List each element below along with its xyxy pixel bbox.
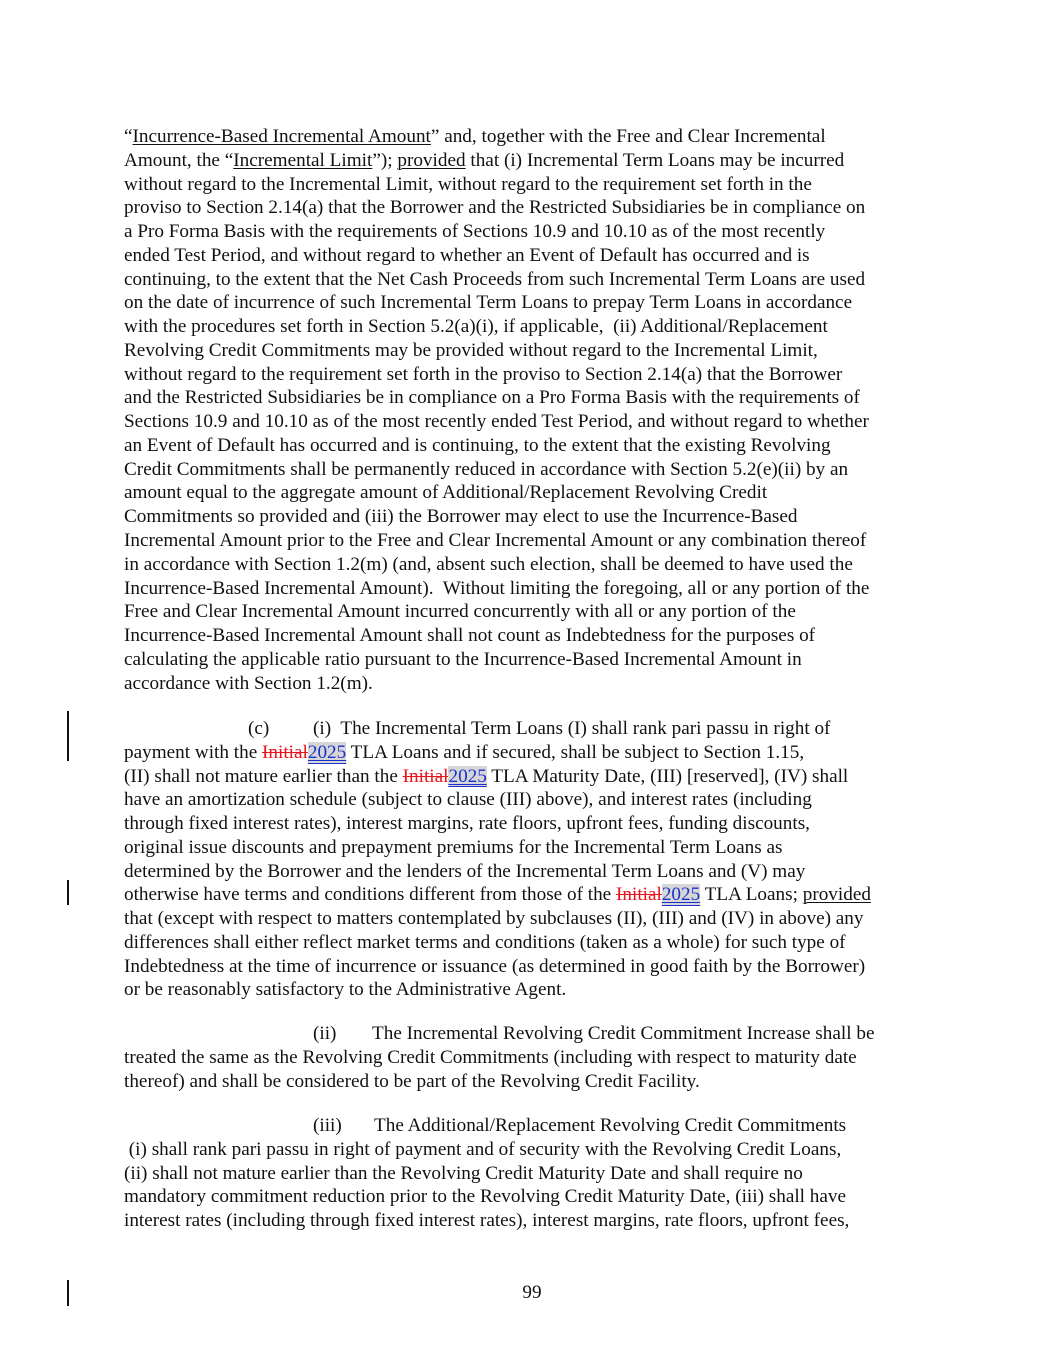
paragraph-clause-c-ii [124, 1022, 944, 1093]
text-line [124, 836, 944, 860]
text-run: or be reasonably satisfactory to the Administrative Agent. [124, 979, 567, 1001]
text-run: differences shall either reflect market terms and conditions (taken as a whole) for such type of [124, 931, 846, 953]
text-run: and the Restricted Subsidiaries be in compliance on a Pro Forma Basis with the requirements of [124, 387, 860, 409]
deleted-text: Initial [262, 741, 308, 763]
text-run: payment with the [124, 741, 263, 763]
text-run: on the date of incurrence of such Incremental Term Loans to prepay Term Loans in accordance [124, 292, 853, 314]
text-run: original issue discounts and prepayment premiums for the Incremental Term Loans as [124, 836, 783, 858]
text-run: that (except with respect to matters contemplated by subclauses (II), (III) and (IV) in above) any [124, 908, 864, 930]
text-run: proviso to Section 2.14(a) that the Borrower and the Restricted Subsidiaries be in compliance on [124, 197, 866, 219]
text-line [124, 717, 944, 741]
text-line [124, 1209, 944, 1233]
text-run: an Event of Default has occurred and is continuing, to the extent that the existing Revolving [124, 434, 831, 456]
text-run: determined by the Borrower and the lenders of the Incremental Term Loans and (V) may [124, 860, 806, 882]
text-run: in accordance with Section 1.2(m) (and, absent such election, shall be deemed to have used the [124, 553, 853, 575]
text-run: (i) shall rank pari passu in right of payment and of security with the Revolving Credit Loans, [124, 1138, 842, 1160]
text-line [124, 1138, 944, 1162]
text-line [124, 363, 944, 387]
text-run: through fixed interest rates), interest margins, rate floors, upfront fees, funding discounts, [124, 813, 810, 835]
paragraph-incremental-limit [124, 125, 944, 695]
text-run: TLA Loans; [700, 884, 803, 906]
page-number: 99 [522, 1282, 542, 1303]
text-line [124, 505, 944, 529]
text-line [124, 244, 944, 268]
text-line [124, 268, 944, 292]
deleted-text: Initial [616, 884, 662, 906]
text-run: mandatory commitment reduction prior to the Revolving Credit Maturity Date, (iii) shall have [124, 1186, 847, 1208]
paragraph-clause-c-iii [124, 1114, 944, 1233]
text-run: Incremental Amount prior to the Free and Clear Incremental Amount or any combination thereof [124, 530, 867, 552]
text-line [124, 149, 944, 173]
text-line [124, 196, 944, 220]
text-line [124, 741, 944, 765]
text-run: Revolving Credit Commitments may be provided without regard to the Incremental Limit, [124, 339, 818, 361]
text-line [124, 907, 944, 931]
text-line [124, 458, 944, 482]
text-run: interest rates (including through fixed interest rates), interest margins, rate floors, upfront fees, [124, 1210, 850, 1232]
text-line [124, 1114, 944, 1138]
text-run: ”); [372, 149, 398, 171]
clause-label: (iii) [313, 1115, 342, 1136]
text-line [124, 125, 944, 149]
text-line [124, 955, 944, 979]
text-run: ” and, together with the Free and Clear Incremental [430, 126, 826, 147]
text-line [124, 765, 944, 789]
text-run: The Additional/Replacement Revolving Credit Commitments [374, 1115, 847, 1136]
text-run: that (i) Incremental Term Loans may be incurred [465, 149, 845, 171]
text-line [124, 220, 944, 244]
text-run: “ [124, 126, 133, 147]
text-line [124, 812, 944, 836]
text-line [124, 315, 944, 339]
underlined-term: provided [397, 149, 466, 171]
text-line [124, 173, 944, 197]
change-bar [67, 711, 69, 761]
inserted-text: 2025 [307, 741, 347, 763]
clause-label: (c) [248, 718, 270, 739]
text-line [124, 624, 944, 648]
inserted-text: 2025 [661, 884, 701, 906]
text-run: thereof) and shall be considered to be part of the Revolving Credit Facility. [124, 1070, 700, 1092]
text-line [124, 1046, 944, 1070]
text-run: a Pro Forma Basis with the requirements of Sections 10.9 and 10.10 as of the most recently [124, 221, 826, 243]
text-run: accordance with Section 1.2(m). [124, 672, 373, 694]
text-run: calculating the applicable ratio pursuant to the Incurrence-Based Incremental Amount in [124, 648, 802, 670]
text-run: (ii) shall not mature earlier than the Revolving Credit Maturity Date and shall require no [124, 1162, 803, 1184]
text-run: Incurrence-Based Incremental Amount shall not count as Indebtedness for the purposes of [124, 625, 816, 647]
text-run: Commitments so provided and (iii) the Borrower may elect to use the Incurrence-Based [124, 506, 798, 528]
text-line [124, 788, 944, 812]
text-run: TLA Loans and if secured, shall be subject to Section 1.15, [346, 741, 805, 763]
text-run: amount equal to the aggregate amount of Additional/Replacement Revolving Credit [124, 482, 768, 504]
clause-label: (ii) [313, 1023, 337, 1044]
text-line [124, 860, 944, 884]
underlined-term: Incremental Limit [233, 149, 373, 171]
text-run: Sections 10.9 and 10.10 as of the most recently ended Test Period, and without regard to whether [124, 411, 869, 433]
text-run: continuing, to the extent that the Net Cash Proceeds from such Incremental Term Loans are used [124, 268, 866, 290]
text-line [124, 672, 944, 696]
text-line [124, 1162, 944, 1186]
text-run: Credit Commitments shall be permanently reduced in accordance with Section 5.2(e)(ii) by an [124, 458, 849, 480]
text-run: Incurrence-Based Incremental Amount). Without limiting the foregoing, all or any portion of the [124, 577, 870, 599]
text-run: The Incremental Revolving Credit Commitment Increase shall be [372, 1023, 875, 1044]
text-line [124, 386, 944, 410]
text-run: Free and Clear Incremental Amount incurred concurrently with all or any portion of the [124, 601, 796, 623]
text-line [124, 931, 944, 955]
text-line [124, 434, 944, 458]
text-line [124, 339, 944, 363]
text-run: (i) The Incremental Term Loans (I) shall rank pari passu in right of [313, 718, 831, 739]
text-line [124, 529, 944, 553]
text-line [124, 648, 944, 672]
text-run: (II) shall not mature earlier than the [124, 765, 403, 787]
text-line [124, 553, 944, 577]
text-line [124, 577, 944, 601]
text-run: ended Test Period, and without regard to whether an Event of Default has occurred and is [124, 244, 810, 266]
text-run: Indebtedness at the time of incurrence or issuance (as determined in good faith by the Borrower) [124, 955, 866, 977]
text-run: treated the same as the Revolving Credit Commitments (including with respect to maturity date [124, 1046, 857, 1068]
text-line [124, 978, 944, 1002]
text-run: TLA Maturity Date, (III) [reserved], (IV) shall [486, 765, 849, 787]
text-run: with the procedures set forth in Section 5.2(a)(i), if applicable, (ii) Additional/Replacement [124, 316, 828, 338]
deleted-text: Initial [402, 765, 449, 787]
text-run: otherwise have terms and conditions different from those of the [124, 884, 616, 906]
text-line [124, 1185, 944, 1209]
underlined-term: provided [802, 884, 871, 906]
text-line [124, 481, 944, 505]
text-run: without regard to the requirement set forth in the proviso to Section 2.14(a) that the Borrower [124, 363, 843, 385]
text-line [124, 291, 944, 315]
underlined-term: Incurrence-Based Incremental Amount [132, 126, 431, 147]
text-line [124, 883, 944, 907]
text-line [124, 410, 944, 434]
inserted-text: 2025 [448, 765, 487, 787]
text-line [124, 1070, 944, 1094]
change-bar [67, 880, 69, 905]
text-run: have an amortization schedule (subject to clause (III) above), and interest rates (including [124, 789, 812, 811]
text-run: Amount, the “ [124, 149, 234, 171]
text-run: without regard to the Incremental Limit, without regard to the requirement set forth in the [124, 173, 812, 195]
text-line [124, 1022, 944, 1046]
text-line [124, 600, 944, 624]
paragraph-clause-c-i [124, 717, 944, 1002]
